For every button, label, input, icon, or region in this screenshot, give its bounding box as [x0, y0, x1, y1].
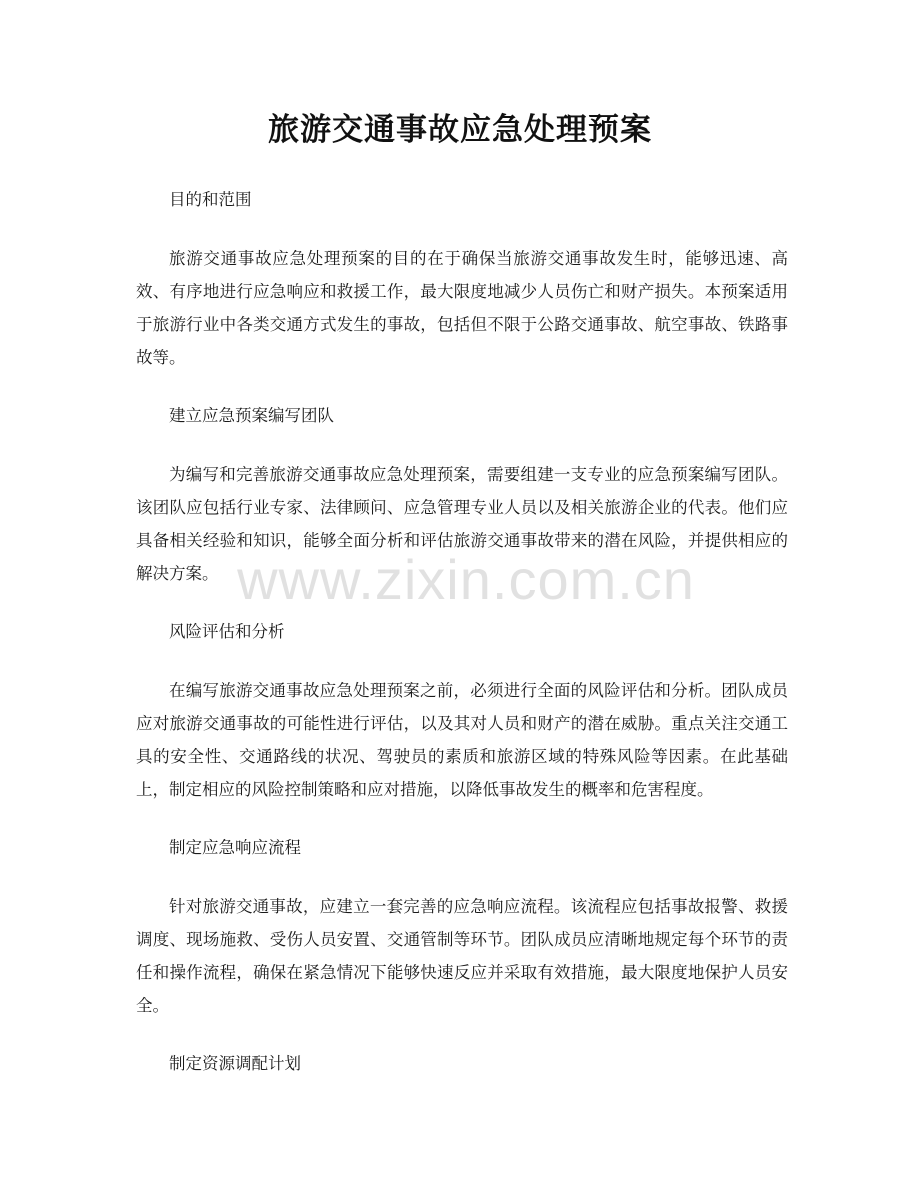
- section-paragraph-purpose-scope: 旅游交通事故应急处理预案的目的在于确保当旅游交通事故发生时，能够迅速、高效、有序地进行应急响应和救援工作，最大限度地减少人员伤亡和财产损失。本预案适用于旅游行业中各类交通方式发生的事故，包括但不限于公路交通事故、航空事故、铁路事故等。: [136, 249, 788, 367]
- section-heading-response-process: 制定应急响应流程: [169, 838, 301, 857]
- watermark: www.zixin.com.cn: [237, 548, 695, 611]
- section-heading-risk: 风险评估和分析: [169, 622, 285, 641]
- document-title: 旅游交通事故应急处理预案: [268, 112, 652, 148]
- document-body: [136, 184, 788, 1106]
- section-paragraph-response-process: 针对旅游交通事故，应建立一套完善的应急响应流程。该流程应包括事故报警、救援调度、现场施救、受伤人员安置、交通管制等环节。团队成员应清晰地规定每个环节的责任和操作流程，确保在紧急情况下能够快速反应并采取有效措施，最大限度地保护人员安全。: [136, 897, 788, 1015]
- section-paragraph-risk: 在编写旅游交通事故应急处理预案之前，必须进行全面的风险评估和分析。团队成员应对旅游交通事故的可能性进行评估，以及其对人员和财产的潜在威胁。重点关注交通工具的安全性、交通路线的状况、驾驶员的素质和旅游区域的特殊风险等因素。在此基础上，制定相应的风险控制策略和应对措施，以降低事故发生的概率和危害程度。: [136, 681, 788, 799]
- section-heading-team: 建立应急预案编写团队: [169, 406, 334, 425]
- section-paragraph-team: 为编写和完善旅游交通事故应急处理预案，需要组建一支专业的应急预案编写团队。该团队应包括行业专家、法律顾问、应急管理专业人员以及相关旅游企业的代表。他们应具备相关经验和知识，能够全面分析和评估旅游交通事故带来的潜在风险，并提供相应的解决方案。: [136, 465, 788, 583]
- section-heading-resource-plan: 制定资源调配计划: [169, 1054, 301, 1073]
- section-heading-purpose-scope: 目的和范围: [169, 190, 252, 209]
